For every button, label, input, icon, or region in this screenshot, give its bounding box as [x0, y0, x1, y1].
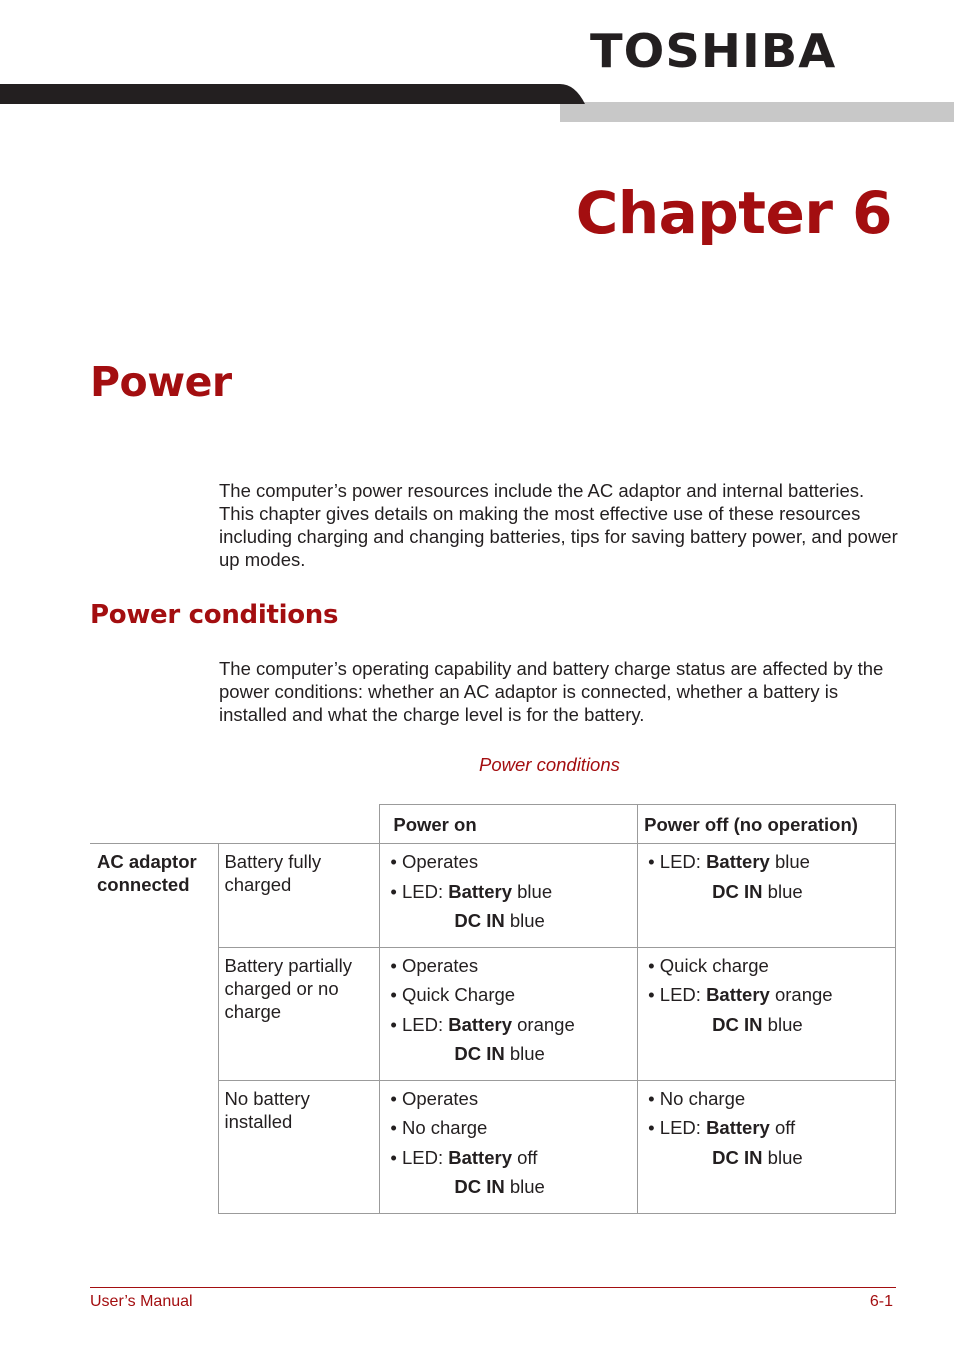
toshiba-logo: TOSHIBA: [590, 24, 837, 78]
cell-line: [390, 880, 627, 903]
cell-line: [390, 909, 627, 932]
led-state: blue: [504, 1043, 545, 1064]
cell-line-prefix: • LED:: [390, 1013, 449, 1035]
power-on-cell: [380, 844, 638, 948]
chapter-title: Chapter 6: [575, 179, 892, 247]
cell-line-text: • No charge: [648, 1087, 746, 1109]
cell-line-text: • Operates: [390, 954, 479, 976]
cell-line: [648, 1146, 885, 1169]
cell-line-prefix: • LED:: [390, 880, 449, 902]
header-empty-cell: [219, 805, 380, 844]
led-state: blue: [504, 910, 545, 931]
led-state: blue: [762, 1146, 803, 1168]
cell-line: [648, 1087, 885, 1110]
cell-line: [390, 954, 627, 977]
led-name: Battery: [448, 1146, 512, 1168]
cell-line-text: • Operates: [390, 1087, 479, 1109]
led-state: blue: [504, 1176, 545, 1197]
cell-line-prefix: • LED:: [648, 1117, 707, 1138]
cell-line: [390, 1146, 627, 1169]
cell-line: [390, 1013, 627, 1036]
cell-line-prefix: • LED:: [390, 1146, 449, 1168]
table-row: [90, 844, 896, 948]
cell-line: [390, 1175, 627, 1198]
group-label: AC adaptor connected: [90, 844, 219, 1214]
power-on-cell: [380, 1080, 638, 1213]
cell-line-prefix: • LED:: [648, 851, 707, 872]
led-name: DC IN: [712, 1013, 763, 1035]
table-header-row: [90, 805, 896, 844]
led-state: orange: [769, 984, 833, 1005]
led-name: DC IN: [454, 1043, 505, 1064]
cell-line: [648, 1116, 885, 1139]
led-name: DC IN: [454, 910, 505, 931]
power-off-cell: [638, 1080, 896, 1213]
cell-line: [390, 1116, 627, 1139]
header-band: [0, 84, 954, 124]
subsection-title: Power conditions: [90, 600, 339, 630]
cell-line: [648, 1013, 885, 1036]
cell-line: [390, 1042, 627, 1065]
footer-manual-title: User’s Manual: [90, 1293, 193, 1310]
led-state: blue: [762, 1013, 803, 1035]
cell-line: [648, 983, 885, 1006]
cell-line: [390, 1087, 627, 1110]
power-off-cell: [638, 844, 896, 948]
led-state: blue: [762, 880, 803, 902]
condition-cell: Battery partially charged or no charge: [219, 947, 380, 1080]
header-empty-cell: [90, 805, 219, 844]
cell-line: [390, 850, 627, 873]
power-off-cell: [638, 947, 896, 1080]
cell-line: [648, 850, 885, 873]
cell-line-prefix: • LED:: [648, 984, 707, 1005]
footer-rule: [90, 1287, 896, 1288]
cell-line: [648, 880, 885, 903]
table-caption: Power conditions: [479, 754, 620, 775]
header-power-on: Power on: [380, 805, 638, 844]
section-title: Power: [90, 358, 232, 406]
cell-line: [648, 954, 885, 977]
led-name: Battery: [448, 1013, 512, 1035]
led-state: orange: [512, 1013, 575, 1035]
led-name: Battery: [706, 1117, 770, 1138]
power-conditions-table: [90, 804, 896, 1214]
led-name: Battery: [706, 984, 770, 1005]
led-state: off: [769, 1117, 796, 1138]
led-state: blue: [769, 851, 810, 872]
header-band-light: [560, 102, 954, 122]
led-name: DC IN: [712, 880, 763, 902]
header-power-off: Power off (no operation): [638, 805, 896, 844]
condition-cell: No battery installed: [219, 1080, 380, 1213]
intro-paragraph: The computer’s power resources include the AC adaptor and internal batteries. This chapter gives details on making the most effective use of these resources including charging and changing batteries, tips for saving battery power, and power up modes.: [219, 480, 898, 570]
led-name: Battery: [448, 880, 512, 902]
cell-line: [390, 983, 627, 1006]
led-name: DC IN: [454, 1176, 505, 1197]
cell-line-text: • Operates: [390, 851, 479, 872]
footer-page-number: 6-1: [869, 1293, 893, 1310]
cell-line-text: • Quick charge: [648, 954, 769, 976]
cell-line-text: • Quick Charge: [390, 984, 516, 1005]
power-on-cell: [380, 947, 638, 1080]
led-state: blue: [512, 880, 553, 902]
header-band-dark: [0, 84, 585, 104]
cell-line-text: • No charge: [390, 1117, 488, 1138]
led-name: Battery: [706, 851, 770, 872]
led-name: DC IN: [712, 1146, 763, 1168]
condition-cell: Battery fully charged: [219, 844, 380, 948]
conditions-paragraph: The computer’s operating capability and battery charge status are affected by the power conditions: whether an AC adaptor is connected, whether a battery is installed and what the charge level is for the battery.: [219, 658, 884, 725]
led-state: off: [512, 1146, 538, 1168]
